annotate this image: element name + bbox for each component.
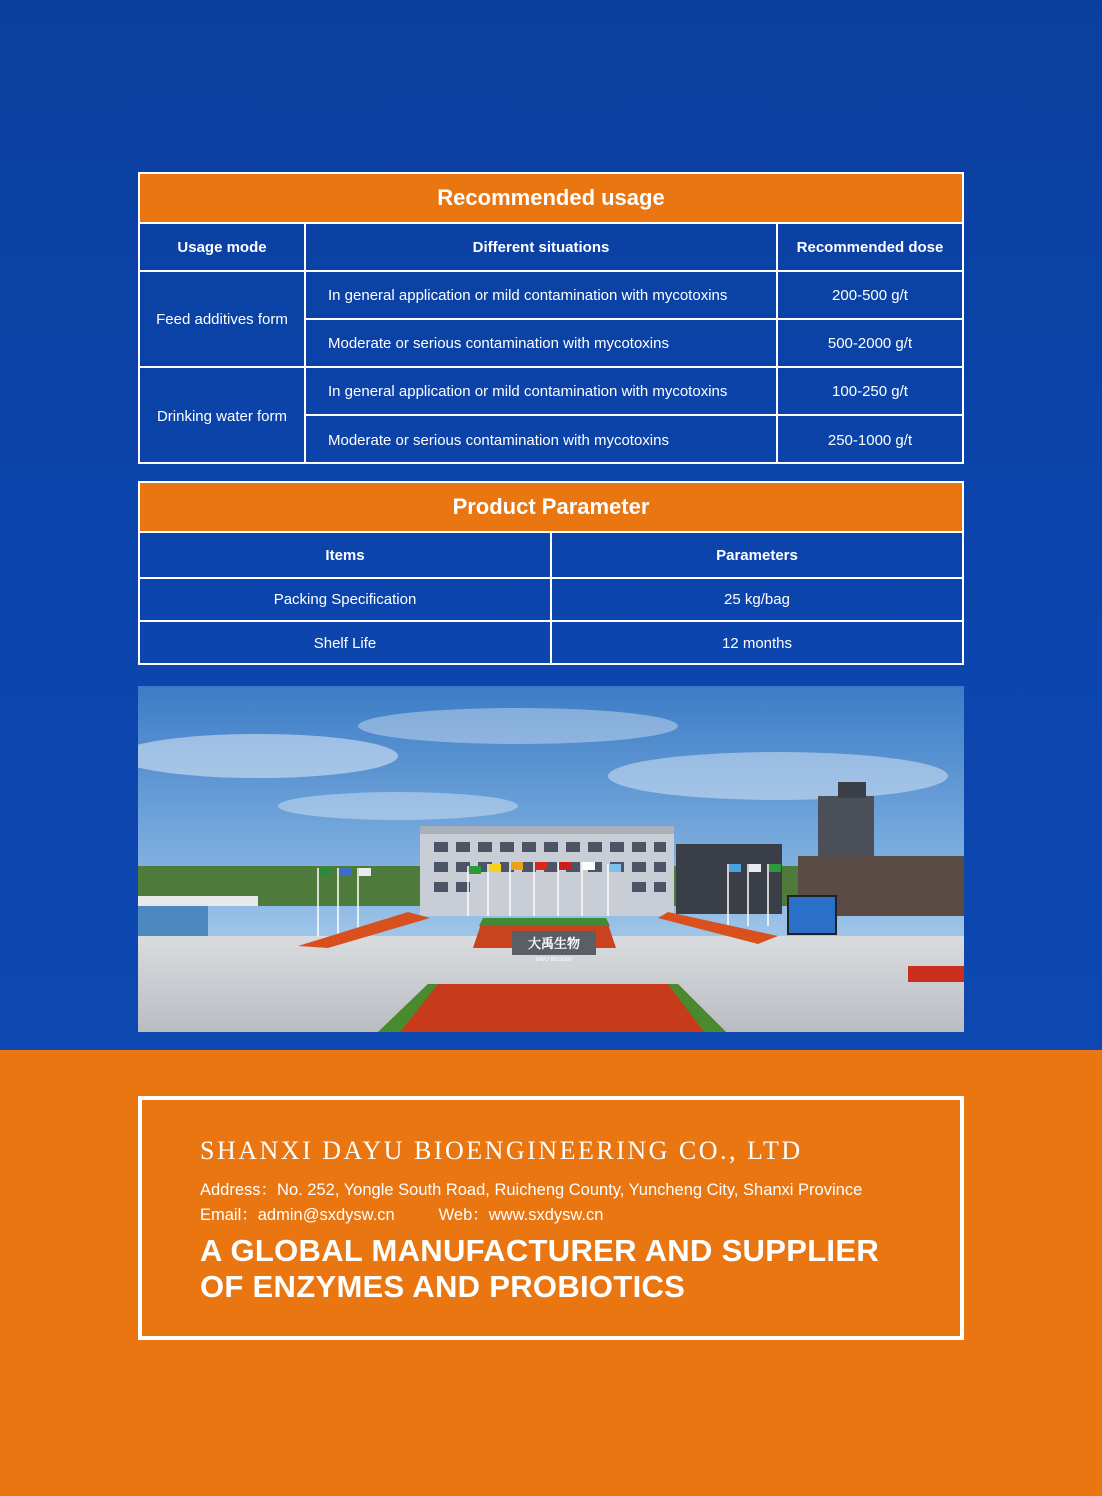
company-email[interactable]: Email：admin@sxdysw.cn	[200, 1206, 395, 1224]
value-cell: 12 months	[721, 635, 793, 652]
header-usage-mode: Usage mode	[140, 224, 306, 272]
dose-cell: 250-1000 g/t	[827, 431, 913, 449]
situation-cell: In general application or mild contamination with mycotoxins	[306, 368, 778, 416]
header-parameters: Parameters	[552, 533, 962, 579]
situation-cell: Moderate or serious contamination with mycotoxins	[306, 416, 778, 464]
dose-cell: 500-2000 g/t	[778, 320, 962, 368]
sign-text: 大禹生物	[527, 937, 581, 952]
company-contact	[200, 1201, 603, 1225]
usage-table-title: Recommended usage	[140, 174, 962, 224]
factory-photo	[138, 686, 964, 1032]
product-parameter-table	[138, 481, 964, 665]
sign-subtext: DAYU BIOLOGY	[535, 957, 573, 963]
situation-cell: In general application or mild contamination with mycotoxins	[306, 272, 778, 320]
item-cell: Packing Specification	[140, 579, 552, 622]
recommended-usage-table	[138, 172, 964, 464]
company-info-box	[138, 1096, 964, 1340]
company-slogan	[200, 1233, 879, 1305]
dose-cell: 100-250 g/t	[778, 368, 962, 416]
dose-cell: 200-500 g/t	[778, 272, 962, 320]
slogan-line-1: A GLOBAL MANUFACTURER AND SUPPLIER	[200, 1233, 880, 1268]
parameter-table-title: Product Parameter	[140, 483, 962, 533]
company-name: SHANXI DAYU BIOENGINEERING CO., LTD	[200, 1136, 803, 1165]
usage-mode-water: Drinking water form	[140, 368, 306, 464]
header-recommended-dose: Recommended dose	[778, 224, 962, 272]
slogan-line-2: OF ENZYMES AND PROBIOTICS	[200, 1269, 686, 1304]
situation-cell: Moderate or serious contamination with mycotoxins	[306, 320, 778, 368]
company-web[interactable]: Web：www.sxdysw.cn	[438, 1206, 604, 1224]
item-cell: Shelf Life	[140, 622, 552, 665]
usage-mode-feed: Feed additives form	[140, 272, 306, 368]
header-different-situations: Different situations	[306, 224, 778, 272]
value-cell: 25 kg/bag	[552, 579, 962, 622]
company-address: Address：No. 252, Yongle South Road, Ruicheng County, Yuncheng City, Shanxi Province	[200, 1181, 863, 1199]
header-items: Items	[140, 533, 552, 579]
